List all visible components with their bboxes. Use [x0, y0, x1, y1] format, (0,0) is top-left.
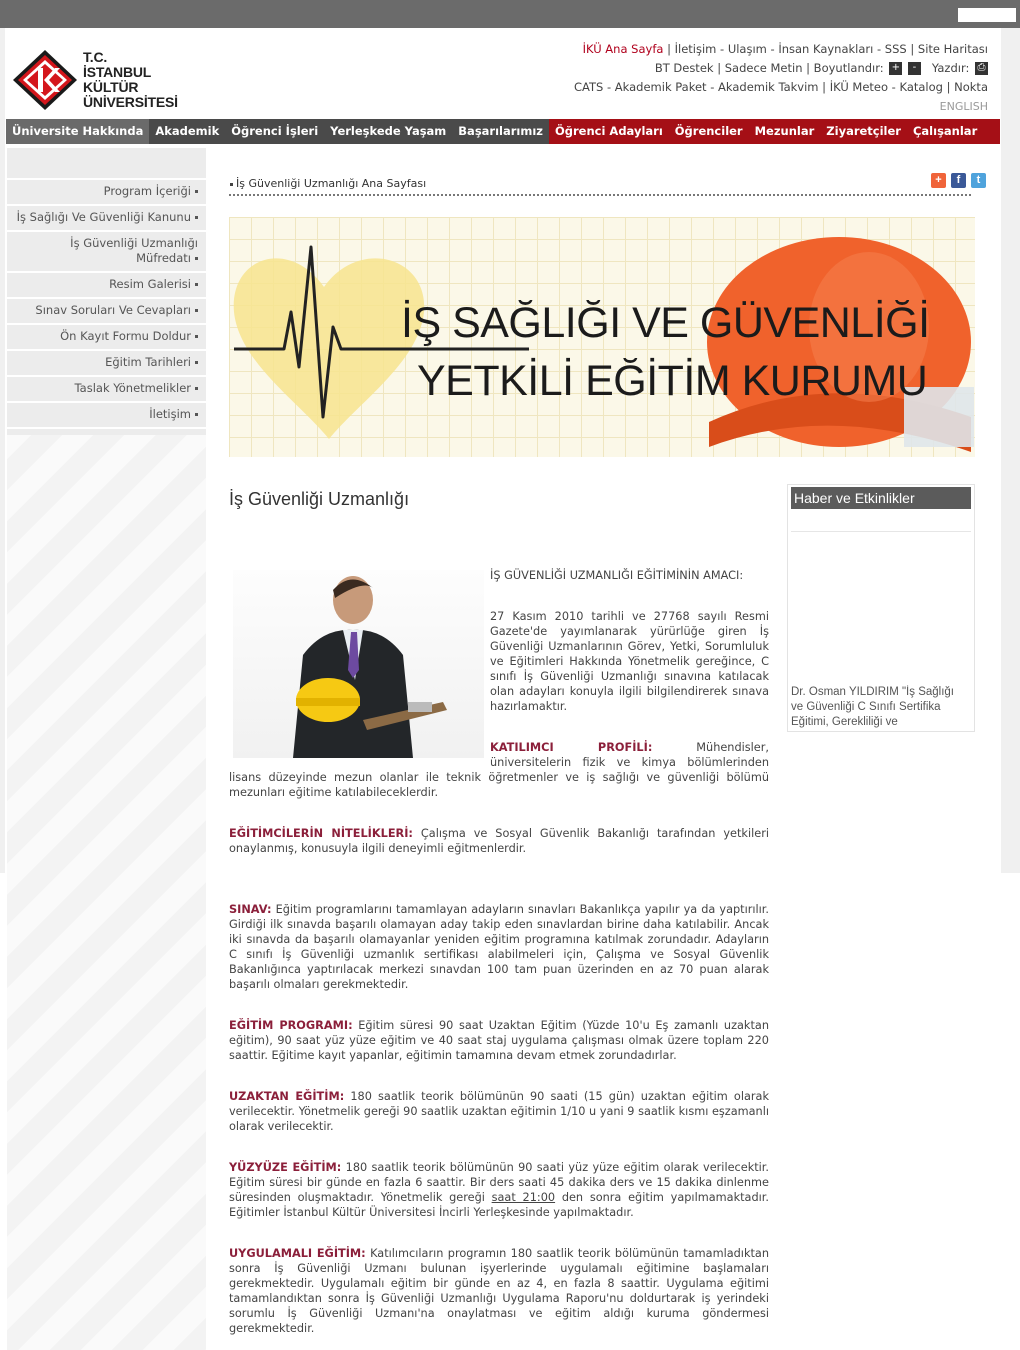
bullet-icon [195, 361, 198, 364]
bullet-icon [195, 309, 198, 312]
program-heading: EĞİTİM PROGRAMI: [229, 1019, 353, 1032]
businessman-with-helmet-photo [233, 570, 484, 758]
news-item[interactable]: Dr. Osman YILDIRIM "İş Sağlığı ve Güvenliği C Sınıfı Sertifika Eğitimi, Gerekliliği ve [791, 686, 955, 728]
sidebar-item-label: İletişim [149, 407, 191, 421]
yuzyuze-time-link[interactable]: saat 21:00 [491, 1191, 556, 1204]
uzaktan-text: 180 saatlik teorik bölümünün 90 saati (15 gün) uzaktan eğitim olarak verilecektir. Yönetmelik gereği 90 saatlik uzaktan eğitimin 1/10 u yani 9 saatlik kısmı eşzamanlı olarak verilecektir. [229, 1090, 769, 1133]
browser-top-bar [0, 0, 1020, 28]
sidebar-item-program-icerigi[interactable] [7, 178, 206, 204]
uzaktan-paragraph [229, 1089, 769, 1134]
dotted-divider [229, 194, 971, 196]
egitmen-heading: EĞİTİMCİLERİN NİTELİKLERİ: [229, 827, 413, 840]
egitmen-paragraph [229, 826, 769, 856]
twitter-icon[interactable]: t [971, 173, 986, 188]
nav-right-group [549, 119, 1000, 144]
top-links-row-1-rest[interactable]: | İletişim - Ulaşım - İnsan Kaynakları - SSS | Site Haritası [663, 42, 988, 56]
uzaktan-heading: UZAKTAN EĞİTİM: [229, 1090, 345, 1103]
nav-item-ziyaretciler[interactable]: Ziyaretçiler [826, 124, 901, 138]
uygulama-paragraph [229, 1246, 769, 1336]
share-icons [931, 173, 986, 188]
sinav-heading: SINAV: [229, 903, 272, 916]
sidebar-item-egitim-tarihleri[interactable] [7, 349, 206, 375]
print-icon[interactable]: ⎙ [975, 62, 988, 75]
yuzyuze-text-2: den sonra eğitim yapılmamaktadır. Eğitimler İstanbul Kültür Üniversitesi İncirli Yerleşkesinde yapılmaktadır. [229, 1191, 769, 1219]
breadcrumb[interactable] [230, 177, 426, 190]
bullet-icon [195, 216, 198, 219]
yuzyuze-text-1: 180 saatlik teorik bölümünün 90 saati yüz yüze eğitim olarak verilecektir. Eğitim süresi bir günde en fazla 6 saattir. Bir ders saati 45 dakika ders ve 15 dakika dinlenme süresinden oluşmaktadır. Yönetmelik gereği [229, 1161, 769, 1204]
nav-item-yerleskede-yasam[interactable]: Yerleşkede Yaşam [330, 124, 447, 138]
nav-item-ogrenci-adaylari[interactable]: Öğrenci Adayları [554, 124, 663, 138]
article-body [229, 568, 769, 1350]
university-logo[interactable] [11, 48, 201, 112]
yuzyuze-paragraph [229, 1160, 769, 1220]
sidebar-item-label: Eğitim Tarihleri [105, 355, 191, 369]
font-decrease-button[interactable]: - [908, 62, 921, 75]
uygulama-text: Katılımcıların programın 180 saatlik teorik bölümünün tamamladıktan sonra İş Güvenliği Uzmanı bulunan işyerlerinde uygulamalı eğitimine başlamaları gerekmektedir. Uygulamalı eğitim bir günde en az 4, en fazla 8 saattir. Uygulama eğitimi tamamlandıktan sonra İş Güvenliği Uzmanlığı Uygulama Raporu'nu doldurtarak iş yerindeki sorumlu İş Güvenliği Uzmanı'na onaylatması ve eğitim aldığı kuruma göndermesi gerekmektedir. [229, 1247, 770, 1335]
sidebar-footer [7, 427, 206, 435]
nav-item-ogrenciler[interactable]: Öğrenciler [674, 124, 743, 138]
amac-heading: İŞ GÜVENLİĞİ UZMANLIĞI EĞİTİMİNİN AMACI: [490, 569, 744, 582]
nav-item-calisanlar[interactable]: Çalışanlar [912, 124, 978, 138]
sidebar-item-label: Taslak Yönetmelikler [74, 381, 191, 395]
page-container [5, 28, 1001, 1350]
sidebar-item-label: Ön Kayıt Formu Doldur [60, 329, 191, 343]
sinav-paragraph [229, 902, 769, 992]
sidebar-item-label: Resim Galerisi [109, 277, 191, 291]
nav-item-mezunlar[interactable]: Mezunlar [754, 124, 815, 138]
amac-paragraph: 27 Kasım 2010 tarihli ve 27768 sayılı Resmi Gazete'de yayımlanarak yürürlüğe giren İş Güvenliği Uzmanlarının Görev, Yetki, Sorumluluk ve Eğitimleri Hakkında Yönetmelik gereğince, C sınıfı İş Güvenliği Uzmanlığı sınavına katılacak olan adayları konuyla ilgili bilgilendirerek sınava hazırlamaktır. [490, 610, 769, 713]
news-events-heading: Haber ve Etkinlikler [791, 487, 971, 509]
logo-line: T.C. [83, 49, 108, 65]
sidebar-item-label: İş Sağlığı Ve Güvenliği Kanunu [16, 210, 191, 224]
page-title: İş Güvenliği Uzmanlığı [229, 489, 410, 509]
sidebar-header [7, 148, 206, 178]
program-paragraph [229, 1018, 769, 1063]
egitmen-text: Çalışma ve Sosyal Güvenlik Bakanlığı tarafından yetkileri onaylanmış, konusuyla ilgili deneyimli eğitmenlerdir. [229, 827, 769, 855]
print-label: Yazdır: [931, 61, 970, 75]
english-link[interactable]: ENGLISH [939, 100, 988, 113]
font-increase-button[interactable]: + [889, 62, 902, 75]
bullet-icon [195, 257, 198, 260]
top-links-row-2-text[interactable]: BT Destek | Sadece Metin | Boyutlandır: [654, 61, 884, 75]
banner-image [229, 217, 975, 457]
banner-title-line-2: YETKİLİ EĞİTİM KURUMU [417, 357, 928, 405]
sidebar-item-label: Sınav Soruları Ve Cevapları [35, 303, 191, 317]
sinav-text: Eğitim programlarını tamamlayan adayların sınavları Bakanlıkça yapılır ya da yaptırılır. Girdiği ilk sınavda başarılı olamayan aday takip eden sınavlardan birine daha katılabilir. Ancak iki sınavda da başarılı olamayanlar yeniden eğitim programına katılmak zorundadır. Adayların C sınıfı İş Güvenliği uzmanlık sertifikası alabilmeleri için, Çalışma ve Sosyal Güvenlik Bakanlığınca yaptırılacak merkezi sınavdan 100 tam puan üzerinden en az 70 puan alarak başarılı olmaları gerekmektedir. [229, 903, 769, 991]
sidebar-item-iletisim[interactable] [7, 401, 206, 427]
sidebar-item-taslak-yonetmelikler[interactable] [7, 375, 206, 401]
logo-line: ÜNİVERSİTESİ [83, 94, 178, 110]
sidebar-item-on-kayit[interactable] [7, 323, 206, 349]
sidebar-item-kanun[interactable] [7, 204, 206, 230]
logo-line: KÜLTÜR [83, 79, 139, 95]
photo-illustration [233, 570, 484, 758]
sidebar-item-label: Program İçeriği [103, 184, 191, 198]
top-links-row-1 [574, 40, 988, 59]
nav-item-akademik[interactable]: Akademik [155, 124, 220, 138]
bullet-icon [195, 283, 198, 286]
katilimci-text: Mühendisler, üniversitelerin fizik ve kimya bölümlerinden lisans düzeyinde mezun olanlar ile teknik öğretmenler ve iş sağlığı ve güvenliği bölümü mezunları eğitime katılabileceklerdir. [229, 741, 769, 799]
yuzyuze-heading: YÜZYÜZE EĞİTİM: [229, 1161, 342, 1174]
addthis-icon[interactable]: + [931, 173, 946, 188]
program-text: Eğitim süresi 90 saat Uzaktan Eğitim (Yüzde 10'u Eş zamanlı uzaktan eğitim), 90 saat yüz yüze eğitim ve 40 saat staj uygulama çalışması olmak üzere toplam 220 saattir. Eğitime kayıt yapanlar, eğitimin tamamına devam etmek zorundadırlar. [229, 1019, 769, 1062]
sidebar-item-resim-galerisi[interactable] [7, 271, 206, 297]
bullet-icon [195, 190, 198, 193]
sidebar-item-mufredat[interactable] [7, 230, 206, 271]
nav-left-group [6, 119, 549, 144]
sidebar-item-label: İş Güvenliği Uzmanlığı Müfredatı [70, 236, 198, 265]
sidebar [7, 148, 206, 1350]
main-navigation [6, 119, 1000, 144]
top-bar-box [958, 8, 1016, 22]
news-separator [791, 531, 971, 532]
logo-mark-icon [11, 48, 81, 112]
nav-item-universite-hakkinda[interactable]: Üniversite Hakkında [6, 119, 149, 144]
top-links-row-2 [574, 59, 988, 78]
top-links [574, 40, 988, 116]
nav-item-ogrenci-isleri[interactable]: Öğrenci İşleri [231, 124, 319, 138]
news-events-box [787, 484, 975, 732]
logo-line: İSTANBUL [83, 64, 152, 80]
bullet-icon [195, 335, 198, 338]
facebook-icon[interactable]: f [951, 173, 966, 188]
iku-home-link[interactable]: İKÜ Ana Sayfa [582, 42, 664, 56]
top-links-row-3[interactable]: CATS - Akademik Paket - Akademik Takvim | İKÜ Meteo - Katalog | Nokta [574, 80, 988, 94]
katilimci-heading: KATILIMCI PROFİLİ: [490, 741, 653, 754]
logo-text [83, 50, 178, 110]
bullet-icon [230, 183, 233, 186]
bullet-icon [195, 387, 198, 390]
banner-title-line-1: İŞ SAĞLIĞI VE GÜVENLİĞİ [401, 299, 930, 347]
nav-item-basarilarimiz[interactable]: Başarılarımız [458, 124, 543, 138]
sidebar-item-sinav-sorulari[interactable] [7, 297, 206, 323]
bullet-icon [195, 413, 198, 416]
uygulama-heading: UYGULAMALI EĞİTİM: [229, 1247, 366, 1260]
breadcrumb-label: İş Güvenliği Uzmanlığı Ana Sayfası [236, 177, 427, 190]
